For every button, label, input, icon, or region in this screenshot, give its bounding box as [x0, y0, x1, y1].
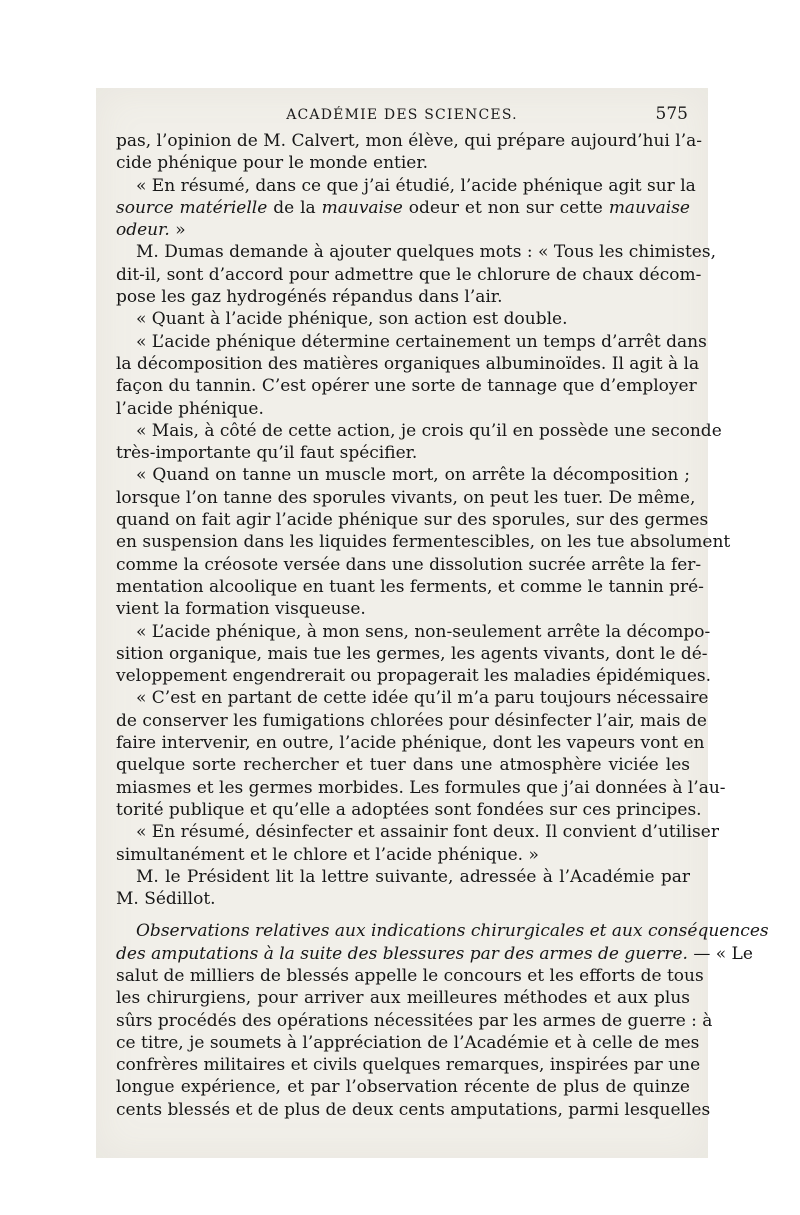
text-line: en suspension dans les liquides fermentescibles, on les tue absolument	[116, 532, 731, 553]
text-line: cents blessés et de plus de deux cents amputations, parmi lesquelles	[116, 1099, 711, 1120]
page-number: 575	[655, 104, 688, 124]
text-line: la décomposition des matières organiques albuminoïdes. Il agit à la	[116, 353, 700, 374]
book-page	[96, 88, 769, 1158]
text-line: salut de milliers de blessés appelle le concours et les efforts de tous	[116, 965, 704, 986]
text-line: « Mais, à côté de cette action, je crois qu’il en possède une seconde	[136, 420, 722, 441]
section-title-line: Observations relatives aux indications chirurgicales et aux conséquences	[136, 921, 769, 942]
text-line: M. le Président lit la lettre suivante, adressée à l’Académie par	[136, 866, 690, 887]
text-line: « Quant à l’acide phénique, son action est double.	[136, 309, 568, 330]
text-line: comme la créosote versée dans une dissolution sucrée arrête la fer-	[116, 554, 702, 575]
text-line: très-importante qu’il faut spécifier.	[116, 443, 418, 464]
text-line: quelque sorte rechercher et tuer dans une atmosphère viciée les	[116, 755, 690, 776]
text-line: veloppement engendrerait ou propagerait les maladies épidémiques.	[116, 666, 712, 687]
text-line: simultanément et le chlore et l’acide phénique. »	[116, 844, 539, 865]
text-line: M. Dumas demande à ajouter quelques mots : « Tous les chimistes,	[136, 242, 716, 263]
text-line: pose les gaz hydrogénés répandus dans l’air.	[116, 287, 503, 308]
text-line: cide phénique pour le monde entier.	[116, 153, 429, 174]
text-line-source-materielle: source matérielle de la mauvaise odeur et non sur cette mauvaise	[116, 197, 690, 218]
text-line: l’acide phénique.	[116, 398, 264, 419]
text-line: torité publique et qu’elle a adoptées sont fondées sur ces principes.	[116, 799, 702, 820]
text-line: M. Sédillot.	[116, 889, 216, 910]
text-line: « En résumé, désinfecter et assainir font deux. Il convient d’utiliser	[136, 822, 719, 843]
text-line: « L’acide phénique détermine certainement un temps d’arrêt dans	[136, 331, 707, 352]
text-line: « C’est en partant de cette idée qu’il m’a paru toujours nécessaire	[136, 688, 709, 709]
text-line: longue expérience, et par l’observation récente de plus de quinze	[116, 1077, 690, 1098]
text-line: lorsque l’on tanne des sporules vivants, on peut les tuer. De même,	[116, 487, 696, 508]
text-line: faire intervenir, en outre, l’acide phénique, dont les vapeurs vont en	[116, 733, 705, 754]
text-line: « En résumé, dans ce que j’ai étudié, l’acide phénique agit sur la	[136, 175, 696, 196]
text-line: sûrs procédés des opérations nécessitées par les armes de guerre : à	[116, 1010, 713, 1031]
text-line: « L’acide phénique, à mon sens, non-seulement arrête la décompo-	[136, 621, 711, 642]
running-header	[116, 104, 688, 128]
text-line: mentation alcoolique en tuant les ferments, et comme le tannin pré-	[116, 576, 704, 597]
text-line: sition organique, mais tue les germes, les agents vivants, dont le dé-	[116, 643, 708, 664]
text-line: « Quand on tanne un muscle mort, on arrête la décomposition ;	[136, 465, 690, 486]
text-line: confrères militaires et civils quelques remarques, inspirées par une	[116, 1055, 701, 1076]
text-line: ce titre, je soumets à l’appréciation de l’Académie et à celle de mes	[116, 1032, 700, 1053]
text-line: pas, l’opinion de M. Calvert, mon élève, qui prépare aujourd’hui l’a-	[116, 131, 702, 151]
running-title: ACADÉMIE DES SCIENCES.	[286, 107, 518, 123]
text-line: vient la formation visqueuse.	[116, 599, 366, 620]
text-line: dit-il, sont d’accord pour admettre que le chlorure de chaux décom-	[116, 264, 702, 285]
text-line: les chirurgiens, pour arriver aux meilleures méthodes et aux plus	[116, 988, 690, 1009]
text-line: de conserver les fumigations chlorées pour désinfecter l’air, mais de	[116, 710, 707, 731]
text-line: quand on fait agir l’acide phénique sur des sporules, sur des germes	[116, 510, 709, 531]
section-title-line-2: des amputations à la suite des blessures par des armes de guerre. — « Le	[116, 943, 753, 964]
text-line: miasmes et les germes morbides. Les formules que j’ai données à l’au-	[116, 777, 726, 798]
text-line: façon du tannin. C’est opérer une sorte de tannage que d’employer	[116, 376, 697, 397]
body-text	[116, 130, 769, 1121]
text-line-odeur: odeur. »	[116, 220, 186, 241]
